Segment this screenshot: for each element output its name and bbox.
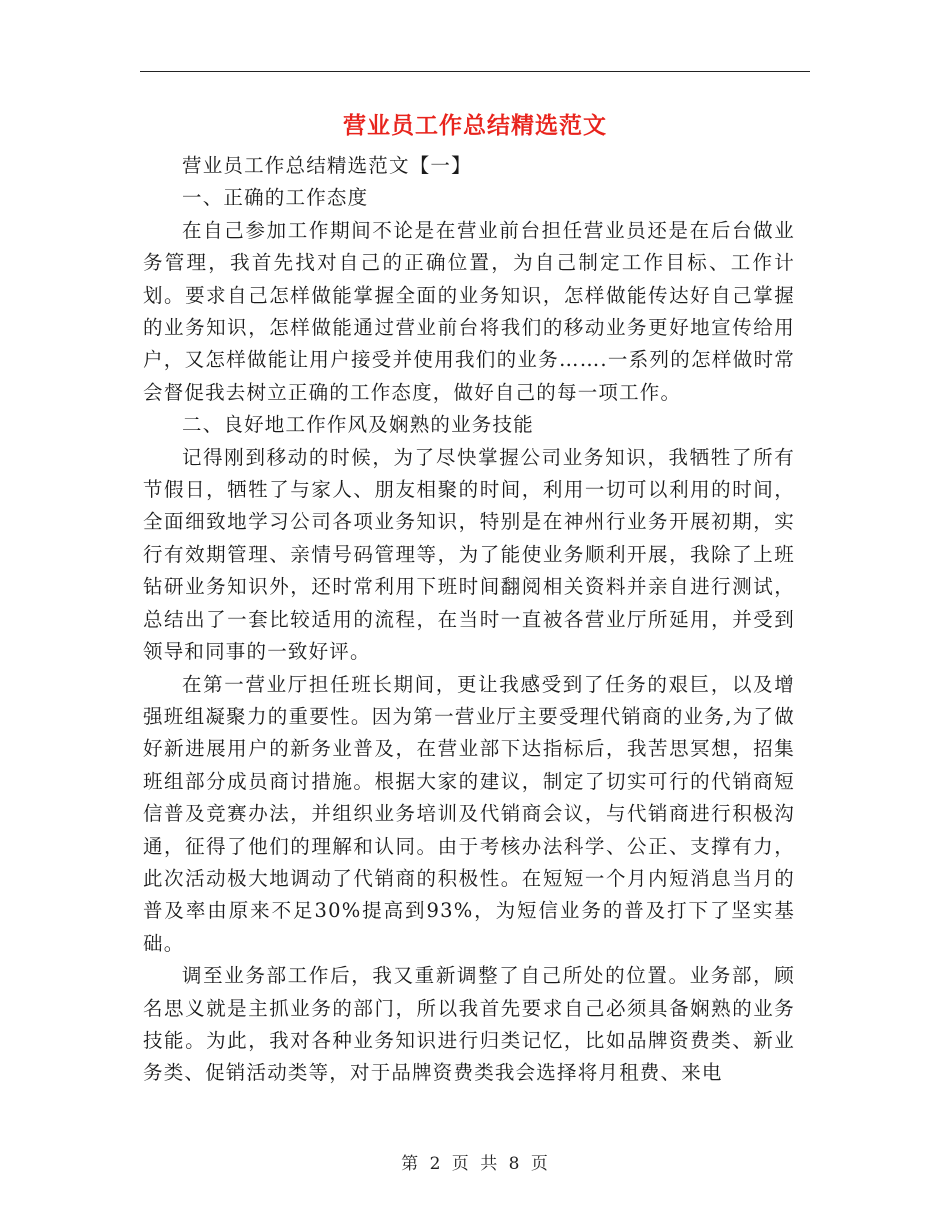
paragraph: 调至业务部工作后，我又重新调整了自己所处的位置。业务部，顾名思义就是主抓业务的部门，所以我首先要求自己必须具备娴熟的业务技能。为此，我对各种业务知识进行归类记忆，比如品牌资费类、新业务类、促销活动类等，对于品牌资费类我会选择将月租费、来电 [143, 964, 795, 1085]
document-title: 营业员工作总结精选范文 [343, 113, 607, 139]
paragraph: 在自己参加工作期间不论是在营业前台担任营业员还是在后台做业务管理，我首先找对自己的正确位置，为自己制定工作目标、工作计划。要求自己怎样做能掌握全面的业务知识，怎样做能传达好自己掌握的业务知识，怎样做能通过营业前台将我们的移动业务更好地宣传给用户，又怎样做能让用户接受并使用我们的业务…….一系列的怎样做时常会督促我去树立正确的工作态度，做好自己的每一项工作。 [143, 218, 795, 404]
paragraph: 在第一营业厅担任班长期间，更让我感受到了任务的艰巨，以及增强班组凝聚力的重要性。因为第一营业厅主要受理代销商的业务,为了做好新进展用户的新务业普及，在营业部下达指标后，我苦思冥想，招集班组部分成员商讨措施。根据大家的建议，制定了切实可行的代销商短信普及竞赛办法，并组织业务培训及代销商会议，与代销商进行积极沟通，征得了他们的理解和认同。由于考核办法科学、公正、支撑有力，此次活动极大地调动了代销商的积极性。在短短一个月内短消息当月的普及率由原来不足30%提高到93%，为短信业务的普及打下了坚实基础。 [143, 672, 795, 955]
footer-total-prefix: 共 [480, 1154, 499, 1174]
header-rule [140, 71, 810, 72]
footer-page-prefix: 第 [401, 1154, 420, 1174]
footer-total-unit: 页 [530, 1154, 549, 1174]
footer-current-page: 2 [429, 1154, 442, 1174]
subheading: 二、良好地工作作风及娴熟的业务技能 [182, 413, 534, 437]
footer-total-pages: 8 [508, 1154, 521, 1174]
subheading: 一、正确的工作态度 [182, 186, 369, 210]
paragraph: 记得刚到移动的时候，为了尽快掌握公司业务知识，我牺牲了所有节假日，牺牲了与家人、朋友相聚的时间，利用一切可以利用的时间，全面细致地学习公司各项业务知识，特别是在神州行业务开展初期，实行有效期管理、亲情号码管理等，为了能使业务顺利开展，我除了上班钻研业务知识外，还时常利用下班时间翻阅相关资料并亲自进行测试，总结出了一套比较适用的流程，在当时一直被各营业厅所延用，并受到领导和同事的一致好评。 [143, 445, 795, 664]
page-footer [0, 1152, 950, 1176]
footer-page-unit: 页 [451, 1154, 470, 1174]
document-body [143, 150, 795, 1090]
section-heading: 营业员工作总结精选范文【一】 [182, 154, 472, 177]
